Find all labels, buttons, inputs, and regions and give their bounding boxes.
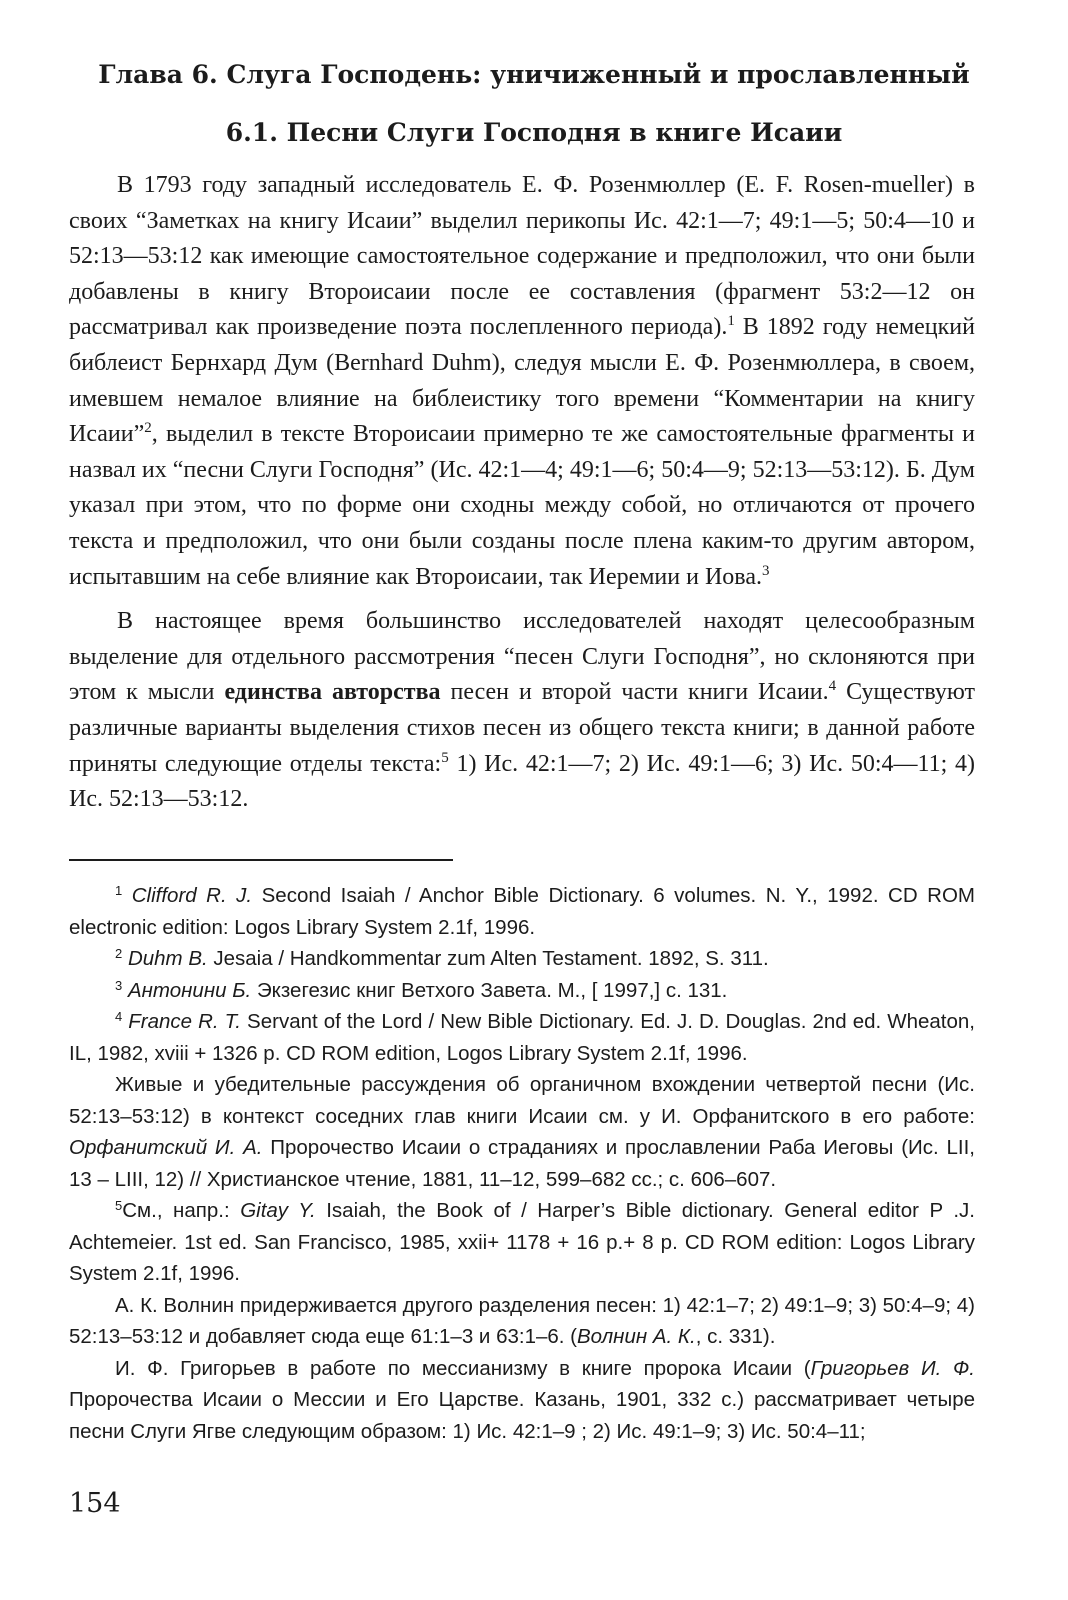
footnote-4 xyxy=(69,1006,975,1069)
footnote-2-text: Jesaia / Handkommentar zum Alten Testament. 1892, S. 311. xyxy=(207,947,769,970)
footnote-5b-text-1: А. К. Волнин придерживается другого разделения песен: 1) 42:1–7; 2) 49:1–9; 3) 50:4–9; 4) 52:13–53:12 и добавляет сюда еще 61:1–3 и 63:1–6. ( xyxy=(69,1293,975,1348)
footnote-4b-text-2: Пророчество Исаии о страданиях и прославлении Раба Иеговы (Ис. LII, 13 – LIII, 12) // Христианское чтение, 1881, 11–12, 599–682 сс.; с. 606–607. xyxy=(69,1136,975,1191)
footnote-5b-author: Волнин А. К. xyxy=(577,1325,696,1348)
footnote-4-continued xyxy=(69,1069,975,1195)
paragraph-2-text-1: В настоящее время большинство исследователей находят целесообразным выделение для отдельного рассмотрения “песен Слуги Господня”, но склоняются при этом к мысли xyxy=(69,608,975,706)
footnote-4b-text-1: Живые и убедительные рассуждения об органичном вхождении четвертой песни (Ис. 52:13–53:12) в контекст соседних глав книги Исаии см. у И. Орфанитского в его работе: xyxy=(69,1073,975,1128)
page-number: 154 xyxy=(69,1488,121,1519)
chapter-title: Глава 6. Слуга Господень: уничиженный и прославленный xyxy=(98,60,970,89)
paragraph-2-text-3: Существуют различные варианты выделения стихов песен из общего текста книги; в данной работе приняты следующие отделы текста: xyxy=(69,679,975,777)
footnote-5-author: Gitay Y. xyxy=(240,1199,316,1222)
footnote-mark-5: 5 xyxy=(115,1198,123,1213)
section-title: 6.1. Песни Слуги Господня в книге Исаии xyxy=(225,118,843,147)
emphasis-authorship: единства авторства xyxy=(224,679,441,706)
footnote-ref-3[interactable]: 3 xyxy=(761,562,770,579)
footnote-mark-2: 2 xyxy=(115,946,123,961)
footnote-3-author: Антонини Б. xyxy=(127,978,252,1002)
footnote-5 xyxy=(69,1195,975,1290)
footnote-1-text: Second Isaiah / Anchor Bible Dictionary. 6 volumes. N. Y., 1992. CD ROM electronic edition: Logos Library System 2.1f, 1996. xyxy=(69,884,975,939)
footnote-5c-author: Григорьев И. Ф. xyxy=(810,1356,975,1380)
footnote-5b-text-2: , с. 331). xyxy=(695,1325,776,1348)
footnote-ref-1[interactable]: 1 xyxy=(727,313,735,330)
footnote-1 xyxy=(69,880,975,943)
footnote-4b-author: Орфанитский И. А. xyxy=(69,1136,263,1159)
footnote-mark-3: 3 xyxy=(115,977,123,993)
footnote-ref-4[interactable]: 4 xyxy=(828,678,837,695)
footnote-4-author: France R. T. xyxy=(128,1010,241,1033)
footnote-1-author: Clifford R. J. xyxy=(131,884,253,907)
paragraph-2 xyxy=(69,604,975,818)
main-text xyxy=(69,168,975,827)
footnote-5-text-2: Isaiah, the Book of / Harper’s Bible dictionary. General editor P .J. Achtemeier. 1st ed. San Francisco, 1985, xxii+ 1178 + 16 p.+ 8 p. CD ROM edition: Logos Library System 2.1f, 1996. xyxy=(69,1199,975,1285)
footnote-2 xyxy=(69,943,975,975)
paragraph-1-text-1: В 1793 году западный исследователь Е. Ф. Розенмюллер (E. F. Rosen-mueller) в своих “Заметках на книгу Исаии” выделил перикопы Ис. 42:1—7; 49:1—5; 50:4—10 и 52:13—53:12 как имеющие самостоятельное содержание и предположил, что они были добавлены в книгу Второисаии после ее составления (фрагмент 53:2—12 он рассматривал как произведение поэта послепленного периода). xyxy=(69,172,975,341)
footnote-ref-2[interactable]: 2 xyxy=(144,420,152,437)
footnote-5c-text-1: И. Ф. Григорьев в работе по мессианизму в книге пророка Исаии ( xyxy=(115,1356,811,1380)
footnote-5-continued-2 xyxy=(69,1353,975,1448)
footnote-3-text: Экзегезис книг Ветхого Завета. М., [ 1997,] с. 131. xyxy=(251,978,728,1002)
footnote-5-text-1: См., напр.: xyxy=(122,1199,241,1222)
paragraph-1-text-3: , выделил в тексте Второисаии примерно те же самостоятельные фрагменты и назвал их “песни Слуги Господня” (Ис. 42:1—4; 49:1—6; 50:4—9; 52:13—53:12). Б. Дум указал при этом, что по форме они сходны между собой, но отличаются от прочего текста и предположил, что они были созданы после плена каким-то другим автором, испытавшим на себе влияние как Второисаии, так Иеремии и Иова. xyxy=(69,421,975,590)
paragraph-2-text-2: песен и второй части книги Исаии. xyxy=(440,679,829,706)
footnote-4-text: Servant of the Lord / New Bible Dictionary. Ed. J. D. Douglas. 2nd ed. Wheaton, IL, 1982, xviii + 1326 p. CD ROM edition, Logos Library System 2.1f, 1996. xyxy=(69,1010,975,1065)
paragraph-1-text-2: В 1892 году немецкий библеист Бернхард Дум (Bernhard Duhm), следуя мысли Е. Ф. Розенмюллера, в своем, имевшем немалое влияние на библеистику того времени “Комментарии на книгу Исаии” xyxy=(69,314,975,448)
paragraph-1 xyxy=(69,168,975,595)
footnote-divider xyxy=(69,859,453,861)
footnote-mark-1: 1 xyxy=(115,883,123,898)
paragraph-2-text-4: 1) Ис. 42:1—7; 2) Ис. 49:1—6; 3) Ис. 50:4—11; 4) Ис. 52:13—53:12. xyxy=(69,750,975,813)
footnote-5-continued-1 xyxy=(69,1290,975,1353)
footnote-2-author: Duhm B. xyxy=(127,947,208,970)
footnote-ref-5[interactable]: 5 xyxy=(441,749,449,766)
footnote-5c-text-2: Пророчества Исаии о Мессии и Его Царстве. Казань, 1901, 332 с.) рассматривает четыре песни Слуги Ягве следующим образом: 1) Ис. 42:1–9 ; 2) Ис. 49:1–9; 3) Ис. 50:4–11; xyxy=(69,1388,975,1443)
footnotes xyxy=(69,880,975,1447)
footnote-3 xyxy=(69,975,975,1007)
footnote-mark-4: 4 xyxy=(115,1009,123,1024)
